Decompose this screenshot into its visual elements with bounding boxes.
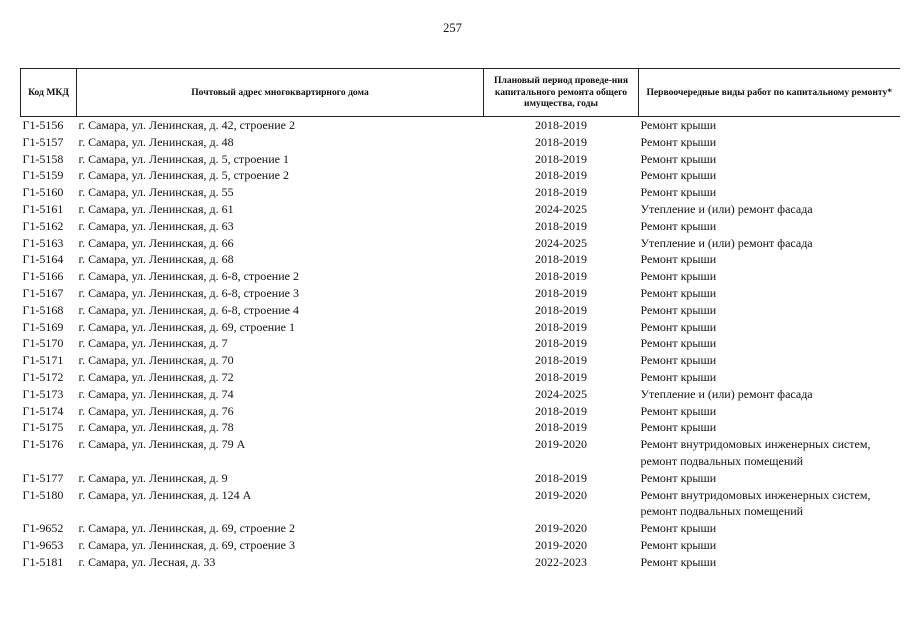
row-period: 2018-2019 (535, 118, 587, 132)
row-period: 2018-2019 (535, 218, 587, 233)
row-work: Ремонт крыши (640, 353, 717, 368)
row-period: 2018-2019 (535, 353, 587, 368)
row-period: 2022-2023 (535, 554, 587, 569)
row-address: г. Самара, ул. Ленинская, д. 66 (78, 235, 234, 250)
row-work: Ремонт крыши (640, 521, 717, 536)
table-body (21, 117, 900, 571)
row-code: Г1-5166 (22, 269, 64, 284)
table-row (21, 268, 900, 285)
row-code: Г1-5176 (22, 437, 64, 452)
row-code: Г1-5177 (22, 470, 64, 485)
header-code: Код МКД (21, 69, 77, 117)
row-period: 2024-2025 (535, 386, 587, 401)
table-row (21, 235, 900, 252)
row-period: 2018-2019 (535, 185, 587, 200)
table-row (21, 251, 900, 268)
row-period: 2018-2019 (535, 269, 587, 284)
row-work: Ремонт крыши (640, 118, 717, 132)
row-period: 2019-2020 (535, 437, 587, 452)
row-work: Ремонт крыши (640, 369, 717, 384)
row-work: Ремонт крыши (640, 218, 717, 233)
row-work: Ремонт крыши (640, 319, 717, 334)
row-period: 2018-2019 (535, 403, 587, 418)
row-address: г. Самара, ул. Ленинская, д. 69, строение 2 (78, 521, 295, 536)
row-period: 2018-2019 (535, 420, 587, 435)
row-address: г. Самара, ул. Ленинская, д. 69, строение 3 (78, 537, 295, 552)
row-address: г. Самара, ул. Ленинская, д. 9 (78, 470, 228, 485)
table-row (21, 537, 900, 554)
page-number: 257 (443, 21, 462, 35)
row-period: 2018-2019 (535, 252, 587, 267)
row-work: Ремонт крыши (640, 554, 717, 569)
row-work: Ремонт крыши (640, 470, 717, 485)
row-code: Г1-5172 (22, 369, 64, 384)
row-period: 2018-2019 (535, 151, 587, 166)
row-work: Ремонт крыши (640, 151, 717, 166)
row-code: Г1-5181 (22, 554, 64, 569)
row-address: г. Самара, ул. Ленинская, д. 70 (78, 353, 234, 368)
table-row (21, 352, 900, 369)
table-row (21, 487, 900, 521)
table-row (21, 403, 900, 420)
row-work: Ремонт внутридомовых инженерных систем, ремонт подвальных помещений (640, 487, 871, 519)
row-work: Ремонт крыши (640, 336, 717, 351)
row-period: 2018-2019 (535, 134, 587, 149)
row-work: Ремонт крыши (640, 269, 717, 284)
row-work: Ремонт крыши (640, 420, 717, 435)
row-code: Г1-5169 (22, 319, 64, 334)
row-address: г. Самара, ул. Ленинская, д. 61 (78, 201, 234, 216)
row-code: Г1-5157 (22, 134, 64, 149)
row-code: Г1-5159 (22, 168, 64, 183)
row-code: Г1-5170 (22, 336, 64, 351)
table-row (21, 218, 900, 235)
row-address: г. Самара, ул. Ленинская, д. 6-8, строение 3 (78, 285, 299, 300)
row-address: г. Самара, ул. Ленинская, д. 72 (78, 369, 234, 384)
row-period: 2018-2019 (535, 336, 587, 351)
row-work: Ремонт крыши (640, 168, 717, 183)
row-code: Г1-5173 (22, 386, 64, 401)
row-work: Ремонт крыши (640, 285, 717, 300)
row-address: г. Самара, ул. Ленинская, д. 69, строение 1 (78, 319, 295, 334)
table-row (21, 470, 900, 487)
row-code: Г1-5160 (22, 185, 64, 200)
row-work: Утепление и (или) ремонт фасада (640, 235, 813, 250)
header-works: Первоочередные виды работ по капитальному ремонту* (639, 69, 900, 117)
table-row (21, 151, 900, 168)
row-work: Утепление и (или) ремонт фасада (640, 386, 813, 401)
row-address: г. Самара, ул. Ленинская, д. 42, строение 2 (78, 118, 295, 132)
row-code: Г1-5174 (22, 403, 64, 418)
row-code: Г1-5175 (22, 420, 64, 435)
row-period: 2024-2025 (535, 201, 587, 216)
row-code: Г1-5161 (22, 201, 64, 216)
row-address: г. Самара, ул. Ленинская, д. 55 (78, 185, 234, 200)
row-address: г. Самара, ул. Ленинская, д. 6-8, строение 2 (78, 269, 299, 284)
table-row (21, 117, 900, 134)
row-address: г. Самара, ул. Ленинская, д. 5, строение 2 (78, 168, 289, 183)
header-address: Почтовый адрес многоквартирного дома (77, 69, 484, 117)
row-code: Г1-5171 (22, 353, 64, 368)
row-code: Г1-5156 (22, 118, 64, 132)
table-row (21, 302, 900, 319)
row-work: Ремонт крыши (640, 302, 717, 317)
row-work: Ремонт крыши (640, 134, 717, 149)
row-address: г. Самара, ул. Ленинская, д. 76 (78, 403, 234, 418)
row-code: Г1-5158 (22, 151, 64, 166)
row-address: г. Самара, ул. Ленинская, д. 7 (78, 336, 228, 351)
table-row (21, 134, 900, 151)
row-period: 2018-2019 (535, 369, 587, 384)
row-code: Г1-5167 (22, 285, 64, 300)
row-address: г. Самара, ул. Ленинская, д. 6-8, строение 4 (78, 302, 299, 317)
row-period: 2018-2019 (535, 319, 587, 334)
table-row (21, 520, 900, 537)
row-period: 2019-2020 (535, 537, 587, 552)
table-row (21, 419, 900, 436)
row-code: Г1-5168 (22, 302, 64, 317)
table-row (21, 386, 900, 403)
table-row (21, 167, 900, 184)
table-row (21, 319, 900, 336)
row-period: 2019-2020 (535, 487, 587, 502)
row-period: 2018-2019 (535, 470, 587, 485)
table-row (21, 184, 900, 201)
table-row (21, 335, 900, 352)
row-code: Г1-5163 (22, 235, 64, 250)
row-work: Ремонт внутридомовых инженерных систем, ремонт подвальных помещений (640, 437, 871, 468)
row-code: Г1-9652 (22, 521, 64, 536)
row-period: 2019-2020 (535, 521, 587, 536)
row-work: Утепление и (или) ремонт фасада (640, 201, 813, 216)
repair-table (20, 68, 900, 571)
row-code: Г1-5180 (22, 487, 64, 502)
row-period: 2018-2019 (535, 302, 587, 317)
table-row (21, 369, 900, 386)
table-header-row (21, 69, 900, 117)
row-code: Г1-5162 (22, 218, 64, 233)
table-row (21, 554, 900, 571)
row-period: 2024-2025 (535, 235, 587, 250)
row-work: Ремонт крыши (640, 185, 717, 200)
row-work: Ремонт крыши (640, 537, 717, 552)
row-address: г. Самара, ул. Ленинская, д. 68 (78, 252, 234, 267)
row-code: Г1-5164 (22, 252, 64, 267)
row-address: г. Самара, ул. Ленинская, д. 63 (78, 218, 234, 233)
row-code: Г1-9653 (22, 537, 64, 552)
table-row (21, 285, 900, 302)
header-period: Плановый период проведе-ния капитального ремонта общего имущества, годы (484, 69, 639, 117)
row-address: г. Самара, ул. Ленинская, д. 48 (78, 134, 234, 149)
row-address: г. Самара, ул. Ленинская, д. 74 (78, 386, 234, 401)
row-address: г. Самара, ул. Лесная, д. 33 (78, 554, 216, 569)
row-address: г. Самара, ул. Ленинская, д. 124 А (78, 487, 252, 502)
row-work: Ремонт крыши (640, 252, 717, 267)
row-address: г. Самара, ул. Ленинская, д. 79 А (78, 437, 246, 452)
row-address: г. Самара, ул. Ленинская, д. 5, строение 1 (78, 151, 289, 166)
row-period: 2018-2019 (535, 285, 587, 300)
row-work: Ремонт крыши (640, 403, 717, 418)
row-address: г. Самара, ул. Ленинская, д. 78 (78, 420, 234, 435)
table-row (21, 436, 900, 470)
row-period: 2018-2019 (535, 168, 587, 183)
table-row (21, 201, 900, 218)
